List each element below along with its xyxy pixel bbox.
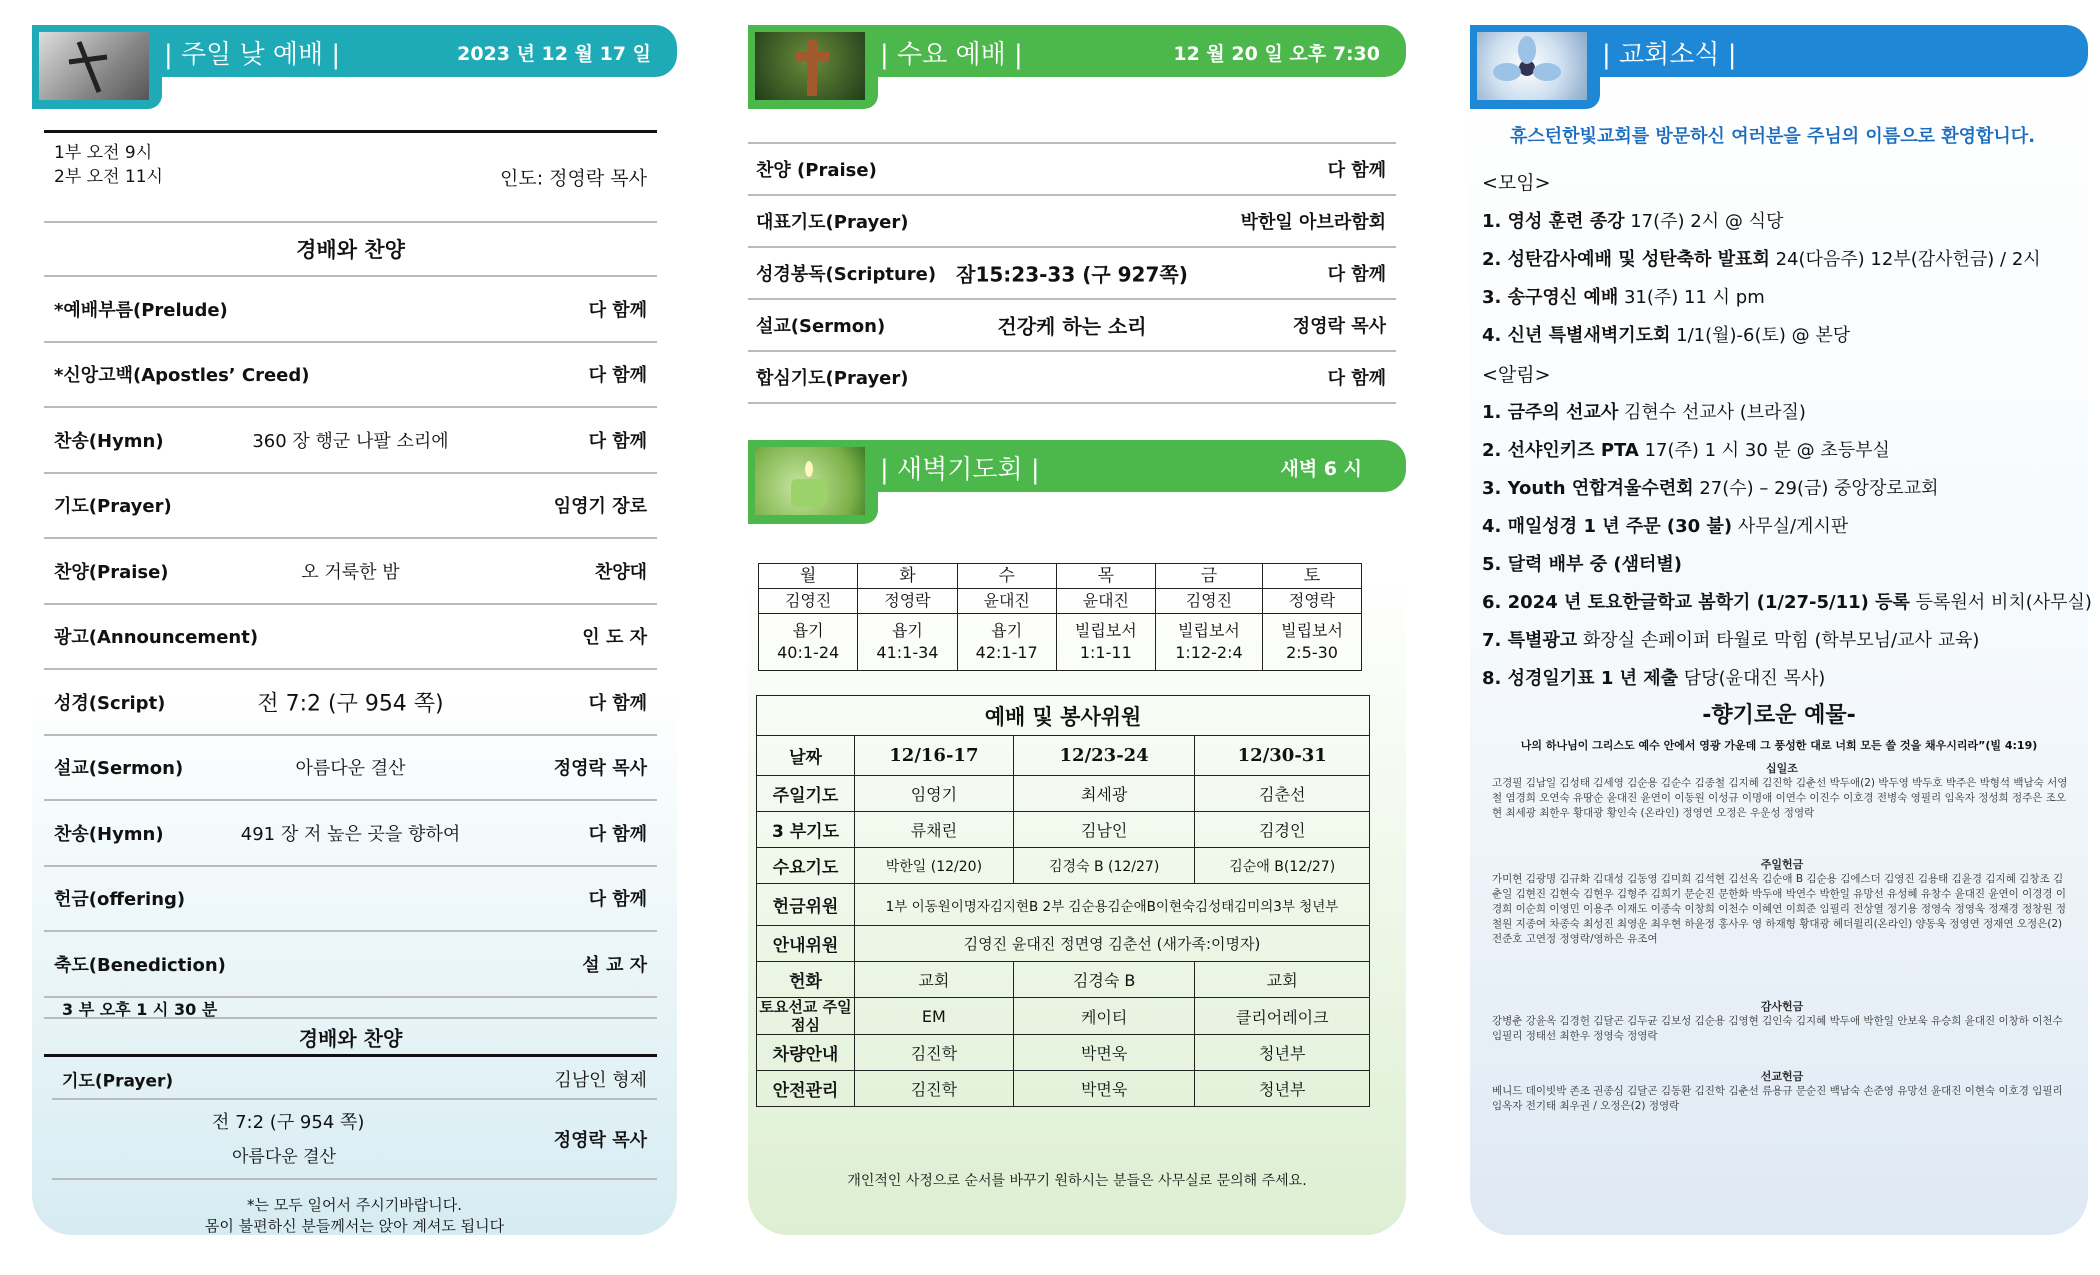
svc-row: [757, 776, 1370, 812]
flower-icon: [1477, 32, 1587, 100]
order-detail: 전 7:2 (구 954 쪽): [257, 691, 444, 717]
notices-item-title: 1. 금주의 선교사: [1482, 402, 1619, 423]
wednesday-service-panel: [748, 25, 1406, 1235]
notices-item: [1482, 436, 1890, 462]
order-label: 찬송(Hymn): [54, 430, 164, 452]
svc-person: 김춘선: [1195, 776, 1370, 812]
meetings-item-title: 3. 송구영신 예배: [1482, 287, 1619, 308]
dawn-days-cell: 금: [1155, 564, 1262, 589]
wed-order-leader: 정영락 목사: [1292, 316, 1386, 337]
meetings-item-detail: 17(주) 2시 @ 식당: [1630, 211, 1784, 232]
prayer-3-label: 기도(Prayer): [62, 1071, 174, 1092]
order-row: [44, 474, 657, 540]
offering-verse: 나의 하나님이 그리스도 예수 안에서 영광 가운데 그 풍성한 대로 너희 모든 쓸 것을 채우시리라”(빌 4:19): [1520, 739, 2038, 752]
dawn-days-cell: 화: [858, 564, 957, 589]
wed-order-leader: 박한일 아브라함회: [1240, 212, 1386, 233]
order-detail: 491 장 저 높은 곳을 향하여: [240, 823, 461, 845]
dawn-ref: 1:1-11: [1079, 643, 1132, 662]
svc-usher-row: [757, 926, 1370, 962]
candle-image: [748, 440, 878, 524]
dawn-reading-cell: [759, 614, 858, 671]
wed-order-leader: 다 함께: [1327, 264, 1386, 285]
notices-item-detail: 사무실/게시판: [1737, 516, 1849, 537]
order-label: 기도(Prayer): [54, 496, 172, 518]
meetings-heading: <모임>: [1482, 172, 1551, 194]
order-label: 광고(Announcement): [54, 627, 259, 649]
worship-heading-3: [44, 1017, 657, 1057]
dawn-book: 욥기: [991, 621, 1023, 640]
dawn-reading-row: [759, 614, 1362, 671]
offering-group: [1492, 999, 2072, 1044]
svc-date: 12/30-31: [1195, 736, 1370, 776]
service-1-time: 1부 오전 9시: [54, 143, 153, 163]
worship-heading-3-text: 경배와 찬양: [298, 1026, 403, 1050]
svc-title: 예배 및 봉사위원: [757, 696, 1370, 736]
order-label: *신앙고백(Apostles’ Creed): [54, 365, 310, 387]
candle-icon: [755, 447, 865, 515]
scripture-3: 전 7:2 (구 954 쪽): [212, 1112, 365, 1133]
dawn-book: 빌립보서: [1281, 621, 1343, 640]
order-leader: 정영락 목사: [553, 758, 647, 780]
order-detail: 아름다운 결산: [295, 758, 406, 780]
dawn-ref: 40:1-24: [777, 643, 840, 662]
svc-person: 김진학: [855, 1035, 1014, 1071]
notices-item-title: 4. 매일성경 1 년 주문 (30 불): [1482, 516, 1733, 537]
svc-person: 류채린: [855, 812, 1014, 848]
order-row: [44, 605, 657, 671]
svc-person: 김순애 B(12/27): [1195, 848, 1370, 884]
svc-person: 김경숙 B: [1013, 962, 1195, 998]
notices-item-title: 6. 2024 년 토요한글학교 봄학기 (1/27-5/11) 등록: [1482, 592, 1910, 613]
svc-row: [757, 998, 1370, 1035]
service-leader: 인도: 정영락 목사: [500, 167, 647, 190]
offering-names: 고경필 김남일 김성태 김세영 김순용 김순수 김종철 김지혜 김진학 김춘선 박두애(2) 박두영 박두호 박주은 박형석 백남숙 서영철 염경희 오연숙 유땅순 윤대진 윤연이 이동원 이성규 이명애 이연수 이진수 이호경 전병숙 영필리 임옥자 정성희 정주은 조오현 최세광 최한우 황대광 황인숙 (온라인) 정영연 오정은 우운성 정영락: [1492, 777, 2068, 819]
dawn-reading-cell: [1263, 614, 1362, 671]
worship-heading: [44, 223, 657, 277]
svc-person: 교회: [855, 962, 1014, 998]
wednesday-title: | 수요 예배 |: [880, 40, 1023, 70]
dawn-reading-cell: [1155, 614, 1262, 671]
order-row: [44, 670, 657, 736]
notices-heading: <알림>: [1482, 364, 1551, 386]
wed-order-label: 찬양 (Praise): [756, 160, 877, 181]
order-label: *예배부름(Prelude): [54, 299, 228, 321]
wed-order-leader: 다 함께: [1327, 160, 1386, 181]
wed-order-label: 대표기도(Prayer): [756, 212, 909, 233]
sermon-3-preacher: 정영락 목사: [553, 1130, 647, 1151]
dawn-reading-cell: [858, 614, 957, 671]
order-leader: 다 함께: [588, 889, 647, 911]
dawn-book: 빌립보서: [1074, 621, 1137, 640]
order-label: 설교(Sermon): [54, 758, 184, 780]
order-leader: 찬양대: [594, 561, 647, 583]
dawn-ref: 1:12-2:4: [1175, 643, 1243, 662]
order-row: [44, 932, 657, 998]
svc-person: 김경인: [1195, 812, 1370, 848]
notices-item: [1482, 474, 1939, 500]
dawn-leaders-cell: 윤대진: [1056, 589, 1155, 614]
order-leader: 다 함께: [588, 365, 647, 387]
svc-row: [757, 962, 1370, 998]
order-leader: 다 함께: [588, 299, 647, 321]
svc-person: 박면욱: [1013, 1035, 1195, 1071]
svc-date: 12/16-17: [855, 736, 1014, 776]
meetings-item-title: 2. 성탄감사예배 및 성탄축하 발표회: [1482, 249, 1770, 270]
order-label: 성경(Script): [54, 692, 166, 714]
cross-icon: [755, 32, 865, 100]
dawn-reading-cell: [957, 614, 1056, 671]
notices-item-detail: 김현수 선교사 (브라질): [1623, 402, 1806, 423]
offering-group-title: 십일조: [1766, 762, 1798, 775]
svc-row: [757, 812, 1370, 848]
svc-person: 박면욱: [1013, 1071, 1195, 1107]
dawn-ref: 41:1-34: [876, 643, 939, 662]
dawn-ref: 2:5-30: [1286, 643, 1338, 662]
service-times: [44, 133, 657, 223]
flower-image: [1470, 25, 1600, 109]
svc-person: 최세광: [1013, 776, 1195, 812]
svc-person: 김경숙 B (12/27): [1013, 848, 1195, 884]
svc-person: 임영기: [855, 776, 1014, 812]
wooden-cross-image: [748, 25, 878, 109]
order-row: [44, 736, 657, 802]
welcome-message: 휴스턴한빛교회를 방문하신 여러분을 주님의 이름으로 환영합니다.: [1510, 126, 2036, 147]
wed-order-leader: 다 함께: [1327, 368, 1386, 389]
church-news-panel: [1470, 25, 2092, 1235]
offering-group-title: 선교헌금: [1760, 1070, 1804, 1083]
svc-person: 케이티: [1013, 998, 1195, 1035]
order-leader: 다 함께: [588, 430, 647, 452]
order-label: 찬양(Praise): [54, 561, 169, 583]
sitting-note: 몸이 불편하신 분들께서는 앉아 계셔도 됩니다: [204, 1217, 505, 1235]
svc-row: [757, 848, 1370, 884]
svc-role: 차량안내: [757, 1035, 855, 1071]
dawn-days-row: [759, 564, 1362, 589]
offering-group: [1492, 761, 2072, 821]
order-detail: 오 거룩한 밤: [301, 561, 400, 583]
offering-names: 베니드 데이빗박 존조 권종심 김달곤 김동환 김진학 김춘선 류용규 문순진 백남숙 손준영 유망선 윤대진 이현숙 이호경 임필리 임옥자 전기태 최우권 / 오정은(2) 정영락: [1492, 1085, 2063, 1112]
order-leader: 임영기 장로: [553, 496, 647, 518]
sunday-service-panel: [32, 25, 677, 1235]
order-row: [44, 867, 657, 933]
scripture-sermon-3: [52, 1100, 657, 1180]
order-row: [44, 801, 657, 867]
svc-role: 토요선교 주일점심: [757, 998, 855, 1035]
notices-item-title: 3. Youth 연합겨울수련회: [1482, 478, 1694, 499]
meetings-item: [1482, 245, 2041, 271]
order-detail: 360 장 행군 나팔 소리에: [252, 430, 449, 452]
dawn-title: | 새벽기도회 |: [880, 455, 1040, 485]
svc-offering-value: 1부 이동원이명자김지현B 2부 김순용김순애B이현숙김성태김미의3부 청년부: [855, 884, 1370, 926]
dawn-book: 욥기: [891, 621, 923, 640]
sermon-3-title: 아름다운 결산: [232, 1147, 336, 1167]
wed-order-row: [748, 196, 1396, 248]
dawn-leaders-cell: 윤대진: [957, 589, 1056, 614]
order-label: 찬송(Hymn): [54, 823, 164, 845]
svc-person: 김진학: [855, 1071, 1014, 1107]
dawn-leaders-cell: 정영락: [1263, 589, 1362, 614]
service-3-time: 3 부 오후 1 시 30 분: [62, 1000, 218, 1019]
wed-order-row: [748, 352, 1396, 404]
svc-usher-value: 김영진 윤대진 정면영 김춘선 (새가족:이명자): [855, 926, 1370, 962]
order-leader: 다 함께: [588, 823, 647, 845]
dawn-days-cell: 토: [1263, 564, 1362, 589]
notices-item-detail: 27(수) – 29(금) 중앙장로교회: [1699, 478, 1939, 499]
order-label: 헌금(offering): [54, 889, 186, 911]
service-volunteers-table: [756, 695, 1370, 1107]
svc-row: [757, 1035, 1370, 1071]
service-2-time: 2부 오전 11시: [54, 167, 163, 187]
dawn-days-cell: 목: [1056, 564, 1155, 589]
svc-date-row: [757, 736, 1370, 776]
wed-order-row: [748, 248, 1396, 300]
offering-group: [1492, 857, 2072, 947]
notices-item: [1482, 626, 1979, 652]
prayer-3-leader: 김남인 형제: [554, 1070, 647, 1091]
order-leader: 설 교 자: [582, 954, 647, 976]
order-leader: 다 함께: [588, 692, 647, 714]
meetings-item: [1482, 207, 1783, 233]
notices-item-title: 8. 성경일기표 1 년 제출: [1482, 668, 1679, 689]
notices-item: [1482, 588, 2092, 614]
svc-person: 청년부: [1195, 1035, 1370, 1071]
dawn-book: 욥기: [792, 621, 824, 640]
dawn-book: 빌립보서: [1178, 621, 1240, 640]
dawn-ref: 42:1-17: [975, 643, 1038, 662]
svc-role: 주일기도: [757, 776, 855, 812]
svc-date: 12/23-24: [1013, 736, 1195, 776]
svc-person: 청년부: [1195, 1071, 1370, 1107]
dawn-reading-cell: [1056, 614, 1155, 671]
svc-usher-label: 안내위원: [757, 926, 855, 962]
meetings-item: [1482, 283, 1765, 309]
order-row: [44, 408, 657, 474]
meetings-item-detail: 1/1(월)-6(토) @ 본당: [1676, 325, 1851, 346]
dawn-leaders-cell: 김영진: [1155, 589, 1262, 614]
dawn-leaders-row: [759, 589, 1362, 614]
notices-item: [1482, 398, 1806, 424]
notices-item: [1482, 550, 1682, 576]
svc-person: EM: [855, 998, 1014, 1035]
meetings-item-detail: 24(다음주) 12부(감사헌금) / 2시: [1775, 249, 2041, 270]
wed-order-label: 성경봉독(Scripture): [756, 264, 937, 285]
notices-item-detail: 등록원서 비치(사무실): [1915, 592, 2092, 613]
offering-names: 강병춘 강윤옥 김경헌 김달곤 김두균 김보성 김순용 김영현 김인숙 김지혜 박두애 박한일 안보욱 유승희 윤대진 이창하 이천수 임필리 정태선 최한우 정영숙 정영락: [1492, 1015, 2063, 1042]
order-leader: 인 도 자: [582, 627, 647, 649]
notices-item-title: 7. 특별광고: [1482, 630, 1578, 651]
offering-group-title: 주일헌금: [1760, 858, 1804, 871]
dawn-time: 새벽 6 시: [1280, 458, 1362, 480]
offering-group-title: 감사헌금: [1760, 1000, 1804, 1013]
notices-item: [1482, 512, 1848, 538]
svc-person: 김남인: [1013, 812, 1195, 848]
svc-title-row: [757, 696, 1370, 736]
meetings-item-title: 4. 신년 특별새벽기도회: [1482, 325, 1671, 346]
notices-item-detail: 담당(윤대진 목사): [1683, 668, 1826, 689]
svc-person: 교회: [1195, 962, 1370, 998]
svc-offering-label: 헌금위원: [757, 884, 855, 926]
meetings-item-title: 1. 영성 훈련 종강: [1482, 211, 1625, 232]
svc-role: 헌화: [757, 962, 855, 998]
offering-title: -향기로운 예물-: [1702, 703, 1856, 728]
dawn-schedule-table: [758, 563, 1362, 671]
wed-order-detail: 건강케 하는 소리: [997, 314, 1147, 339]
offering-group: [1492, 1069, 2072, 1114]
dawn-days-cell: 수: [957, 564, 1056, 589]
wed-order-row: [748, 144, 1396, 196]
meetings-item-detail: 31(주) 11 시 pm: [1623, 287, 1765, 308]
dawn-leaders-cell: 정영락: [858, 589, 957, 614]
cross-icon: [39, 32, 149, 100]
prayer-3-row: [52, 1060, 657, 1100]
wed-order-label: 설교(Sermon): [756, 316, 886, 337]
order-label: 축도(Benediction): [54, 954, 226, 976]
wed-order-detail: 잠15:23-33 (구 927쪽): [956, 262, 1188, 287]
offering-names: 가미현 김광명 김규화 김대성 김동영 김미희 김석현 김선옥 김순애 B 김순용 김에스더 김영진 김용태 김윤경 김지혜 김창조 김춘일 김현진 김현숙 김현우 김형주 김희기 문순진 문한화 박두애 박연수 박한일 유망선 유성혜 유창수 윤대진 윤연이 이경경 이경희 이순희 이영민 이용주 이재도 이종숙 이창희 이천수 이혜연 이희준 임필리 전상열 정기용 정영숙 정영욱 정재경 정창원 정철원 지종여 차종숙 최성진 최영운 최우현 하윤정 홍사우 영 하재형 황대광 헤더윌리(온라인) 양동욱 정영연 정재연 오정은(2) 전준호 고연정 정영락/영하은 유조여: [1492, 873, 2067, 945]
wed-order-label: 합심기도(Prayer): [756, 368, 909, 389]
news-title: | 교회소식 |: [1602, 40, 1737, 70]
notices-item-detail: 화장실 손페이퍼 타월로 막힘 (학부모님/교사 교육): [1582, 630, 1980, 651]
svc-date-label: 날짜: [757, 736, 855, 776]
order-row: [44, 343, 657, 409]
svc-person: 클리어레이크: [1195, 998, 1370, 1035]
bible-cross-image: [32, 25, 162, 109]
svc-row: [757, 1071, 1370, 1107]
svc-offering-row: [757, 884, 1370, 926]
svc-role: 수요기도: [757, 848, 855, 884]
order-row: [44, 277, 657, 343]
svc-person: 박한일 (12/20): [855, 848, 1014, 884]
wed-order-row: [748, 300, 1396, 352]
order-row: [44, 539, 657, 605]
sunday-title: | 주일 낮 예배 |: [164, 40, 341, 70]
dawn-days-cell: 월: [759, 564, 858, 589]
notices-item-title: 5. 달력 배부 중 (샘터별): [1482, 554, 1682, 575]
notices-item-detail: 17(주) 1 시 30 분 @ 초등부실: [1644, 440, 1890, 461]
contact-note: 개인적인 사정으로 순서를 바꾸기 원하시는 분들은 사무실로 문의해 주세요.: [847, 1173, 1307, 1189]
standing-note: *는 모두 일어서 주시기바랍니다.: [247, 1196, 462, 1214]
dawn-leaders-cell: 김영진: [759, 589, 858, 614]
wednesday-date: 12 월 20 일 오후 7:30: [1173, 43, 1380, 65]
notices-item: [1482, 664, 1825, 690]
notices-item-title: 2. 선샤인키즈 PTA: [1482, 440, 1639, 461]
svc-role: 안전관리: [757, 1071, 855, 1107]
meetings-item: [1482, 321, 1850, 347]
worship-heading-text: 경배와 찬양: [296, 238, 405, 262]
svc-role: 3 부기도: [757, 812, 855, 848]
sunday-date: 2023 년 12 월 17 일: [457, 43, 651, 65]
